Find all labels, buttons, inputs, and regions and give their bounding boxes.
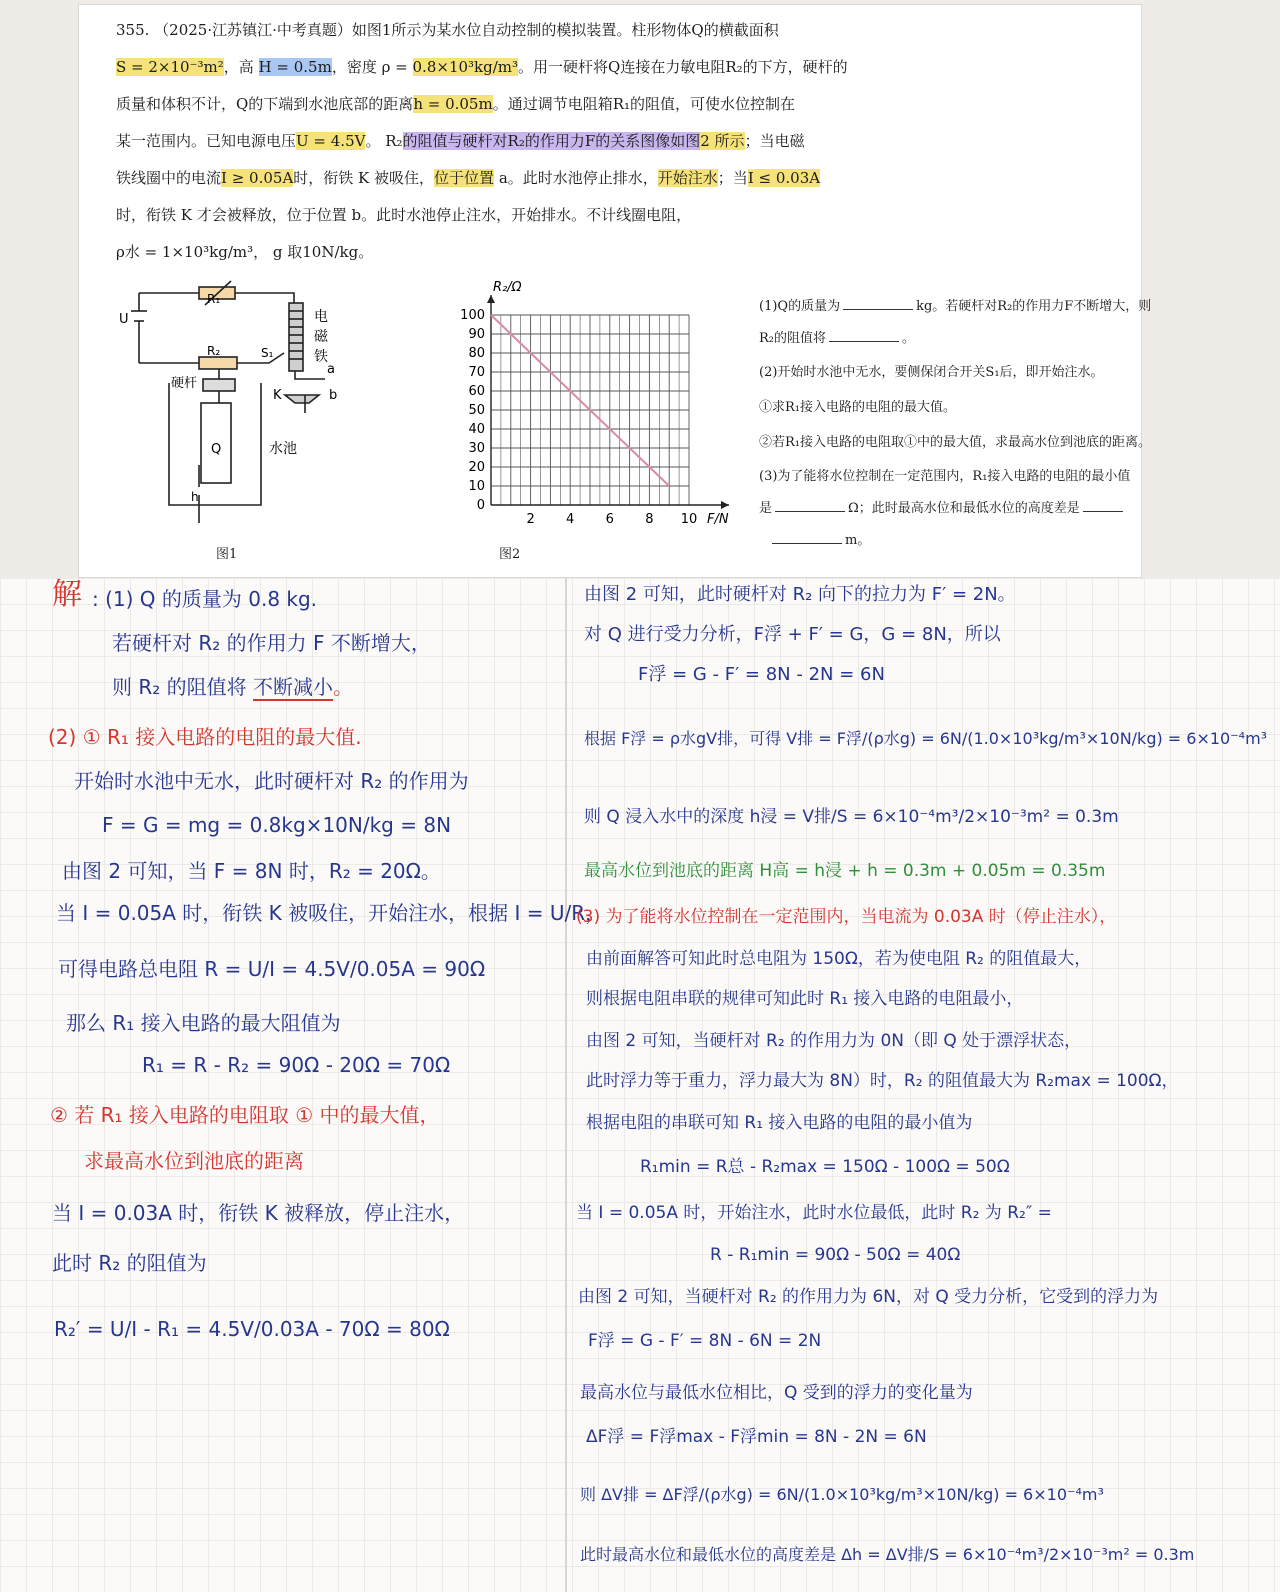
sol-left-13: 求最高水位到池底的距离 xyxy=(84,1149,304,1173)
sol-left-3: 则 R₂ 的阻值将 不断减小。 xyxy=(112,675,353,699)
fig1-label-R2: R₂ xyxy=(207,344,221,358)
sol-right-1: 由图 2 可知，此时硬杆对 R₂ 向下的拉力为 F′ = 2N。 xyxy=(584,584,1016,605)
sol-right-11: 此时浮力等于重力，浮力最大为 8N）时，R₂ 的阻值最大为 R₂max = 100Ω， xyxy=(586,1071,1179,1091)
fig1-label-pool: 水池 xyxy=(269,441,297,457)
y-tick-label: 80 xyxy=(468,346,485,361)
sol-right-10: 由图 2 可知，当硬杆对 R₂ 的作用力为 0N（即 Q 处于漂浮状态， xyxy=(586,1031,1082,1051)
fig1-label-Q: Q xyxy=(211,442,222,457)
sol-right-9: 则根据电阻串联的规律可知此时 R₁ 接入电路的电阻最小， xyxy=(586,989,1024,1009)
figure-1-caption: 图1 xyxy=(216,547,238,562)
figure-2-chart xyxy=(369,280,729,531)
subq-1b: R₂的阻值将 。 xyxy=(759,331,916,346)
sol-left-10: 那么 R₁ 接入电路的最大阻值为 xyxy=(66,1011,341,1035)
y-tick-label: 10 xyxy=(468,479,485,494)
y-axis-arrow xyxy=(487,295,495,303)
y-tick-label: 30 xyxy=(468,441,485,456)
sol-right-5: 则 Q 浸入水中的深度 h浸 = V排/S = 6×10⁻⁴m³/2×10⁻³m² = 0.3m xyxy=(584,807,1119,827)
y-tick-label: 40 xyxy=(468,422,485,437)
sol-right-19: ΔF浮 = F浮max - F浮min = 8N - 2N = 6N xyxy=(586,1427,927,1447)
subq-3c: m。 xyxy=(769,531,870,551)
question-line-7: ρ水 = 1×10³kg/m³， g 取10N/kg。 xyxy=(116,243,374,261)
sol-left-1: : (1) Q 的质量为 0.8 kg. xyxy=(92,587,318,611)
y-axis-label: R₂/Ω xyxy=(493,280,522,295)
fig1-label-e2: 磁 xyxy=(314,329,328,345)
sol-left-11: R₁ = R - R₂ = 90Ω - 20Ω = 70Ω xyxy=(142,1053,451,1077)
y-tick-label: 0 xyxy=(476,498,485,513)
x-axis-arrow xyxy=(721,501,729,509)
fig1-label-e1: 电 xyxy=(314,309,328,325)
sol-right-2: 对 Q 进行受力分析，F浮 + F′ = G，G = 8N，所以 xyxy=(584,624,1001,645)
sol-right-21: 此时最高水位和最低水位的高度差是 Δh = ΔV排/S = 6×10⁻⁴m³/2×10⁻³m² = 0.3m xyxy=(580,1545,1195,1564)
sol-left-7: 由图 2 可知，当 F = 8N 时，R₂ = 20Ω。 xyxy=(62,859,441,883)
x-tick-label: 8 xyxy=(645,512,654,527)
sol-left-16: R₂′ = U/I - R₁ = 4.5V/0.03A - 70Ω = 80Ω xyxy=(54,1317,450,1341)
sol-right-7: (3) 为了能将水位控制在一定范围内，当电流为 0.03A 时（停止注水）， xyxy=(576,907,1117,927)
sol-right-15: R - R₁min = 90Ω - 50Ω = 40Ω xyxy=(710,1245,961,1265)
subq-3: (3)为了能将水位控制在一定范围内，R₁接入电路的电阻的最小值 xyxy=(759,469,1131,484)
question-line-5: 铁线圈中的电流I ≥ 0.05A时，衔铁 K 被吸住，位于位置 a。此时水池停止排水，开始注水；当I ≤ 0.03A xyxy=(116,169,821,187)
sol-right-8: 由前面解答可知此时总电阻为 150Ω，若为使电阻 R₂ 的阻值最大， xyxy=(586,949,1092,969)
fig1-label-K: K xyxy=(273,388,282,403)
figure-2-caption: 图2 xyxy=(499,547,521,562)
figure-1-circuit xyxy=(109,283,359,523)
y-tick-label: 90 xyxy=(468,327,485,342)
solution-mark: 解 xyxy=(52,577,82,612)
fig1-label-e3: 铁 xyxy=(314,349,328,365)
question-line-3: 质量和体积不计，Q的下端到水池底部的距离h = 0.05m。通过调节电阻箱R₁的阻值，可使水位控制在 xyxy=(116,95,796,113)
sol-right-4: 根据 F浮 = ρ水gV排，可得 V排 = F浮/(ρ水g) = 6N/(1.0×10³kg/m³×10N/kg) = 6×10⁻⁴m³ xyxy=(584,729,1268,748)
x-tick-label: 6 xyxy=(605,512,614,527)
subq-2: (2)开始时水池中无水，要侧保闭合开关S₁后，即开始注水。 xyxy=(759,365,1104,380)
x-axis-label: F/N xyxy=(707,512,729,527)
subq-2-1: ①求R₁接入电路的电阻的最大值。 xyxy=(759,400,956,415)
sol-left-2: 若硬杆对 R₂ 的作用力 F 不断增大， xyxy=(112,631,431,655)
fig1-label-b: b xyxy=(329,388,338,403)
sol-right-18: 最高水位与最低水位相比，Q 受到的浮力的变化量为 xyxy=(580,1383,973,1403)
fig1-label-U: U xyxy=(119,312,129,327)
sol-right-17: F浮 = G - F′ = 8N - 6N = 2N xyxy=(588,1331,822,1351)
x-tick-label: 4 xyxy=(566,512,575,527)
y-tick-label: 100 xyxy=(460,308,485,323)
y-tick-label: 50 xyxy=(468,403,485,418)
sol-left-12: ② 若 R₁ 接入电路的电阻取 ① 中的最大值， xyxy=(50,1103,440,1127)
subq-2-2: ②若R₁接入电路的电阻取①中的最大值，求最高水位到池底的距离。 xyxy=(759,435,1151,450)
y-tick-label: 60 xyxy=(468,384,485,399)
sol-left-15: 此时 R₂ 的阻值为 xyxy=(52,1251,207,1275)
question-line-6: 时，衔铁 K 才会被释放，位于位置 b。此时水池停止注水，开始排水。不计线圈电阻， xyxy=(116,206,692,224)
subq-1a: (1)Q的质量为 kg。若硬杆对R₂的作用力F不断增大，则 xyxy=(759,299,1152,314)
fig1-label-a: a xyxy=(327,362,335,377)
fig1-label-S1: S₁ xyxy=(261,346,274,360)
handwritten-solution xyxy=(0,578,1280,1592)
column-divider xyxy=(565,578,567,1592)
fig1-label-R1: R₁ xyxy=(207,292,221,306)
fig1-label-h: h xyxy=(191,490,199,504)
x-tick-label: 2 xyxy=(526,512,535,527)
sol-right-20: 则 ΔV排 = ΔF浮/(ρ水g) = 6N/(1.0×10³kg/m³×10N/kg) = 6×10⁻⁴m³ xyxy=(580,1485,1104,1504)
question-line-4: 某一范围内。已知电源电压U = 4.5V。 R₂的阻值与硬杆对R₂的作用力F的关系图像如图2 所示；当电磁 xyxy=(116,132,805,150)
sol-left-5: 开始时水池中无水，此时硬杆对 R₂ 的作用为 xyxy=(74,769,469,793)
sol-left-14: 当 I = 0.03A 时，衔铁 K 被释放，停止注水， xyxy=(52,1201,465,1225)
sol-right-16: 由图 2 可知，当硬杆对 R₂ 的作用力为 6N，对 Q 受力分析，它受到的浮力为 xyxy=(578,1287,1159,1307)
sol-right-6: 最高水位到池底的距离 H高 = h浸 + h = 0.3m + 0.05m = 0.35m xyxy=(584,861,1106,881)
question-line-1: 355. （2025·江苏镇江·中考真题）如图1所示为某水位自动控制的模拟装置。柱形物体Q的横截面积 xyxy=(116,21,779,39)
subq-3b: 是 Ω；此时最高水位和最低水位的高度差是 xyxy=(759,499,1126,519)
sol-right-3: F浮 = G - F′ = 8N - 2N = 6N xyxy=(638,664,885,685)
x-tick-label: 10 xyxy=(680,512,698,527)
sol-left-6: F = G = mg = 0.8kg×10N/kg = 8N xyxy=(102,813,452,837)
sol-right-14: 当 I = 0.05A 时，开始注水，此时水位最低，此时 R₂ 为 R₂″ = xyxy=(576,1203,1052,1223)
sol-right-13: R₁min = R总 - R₂max = 150Ω - 100Ω = 50Ω xyxy=(640,1157,1010,1177)
question-line-2: S = 2×10⁻³m²，高 H = 0.5m，密度 ρ = 0.8×10³kg/m³。用一硬杆将Q连接在力敏电阻R₂的下方，硬杆的 xyxy=(116,58,848,76)
fig1-label-rod: 硬杆 xyxy=(171,376,198,391)
sol-left-4: (2) ① R₁ 接入电路的电阻的最大值. xyxy=(48,725,362,749)
sol-right-12: 根据电阻的串联可知 R₁ 接入电路的电阻的最小值为 xyxy=(586,1113,973,1133)
sol-left-8: 当 I = 0.05A 时，衔铁 K 被吸住，开始注水，根据 I = U/R， xyxy=(56,901,606,925)
sol-left-9: 可得电路总电阻 R = U/I = 4.5V/0.05A = 90Ω xyxy=(58,957,486,981)
y-tick-label: 70 xyxy=(468,365,485,380)
question-panel xyxy=(78,4,1152,578)
y-tick-label: 20 xyxy=(468,460,485,475)
